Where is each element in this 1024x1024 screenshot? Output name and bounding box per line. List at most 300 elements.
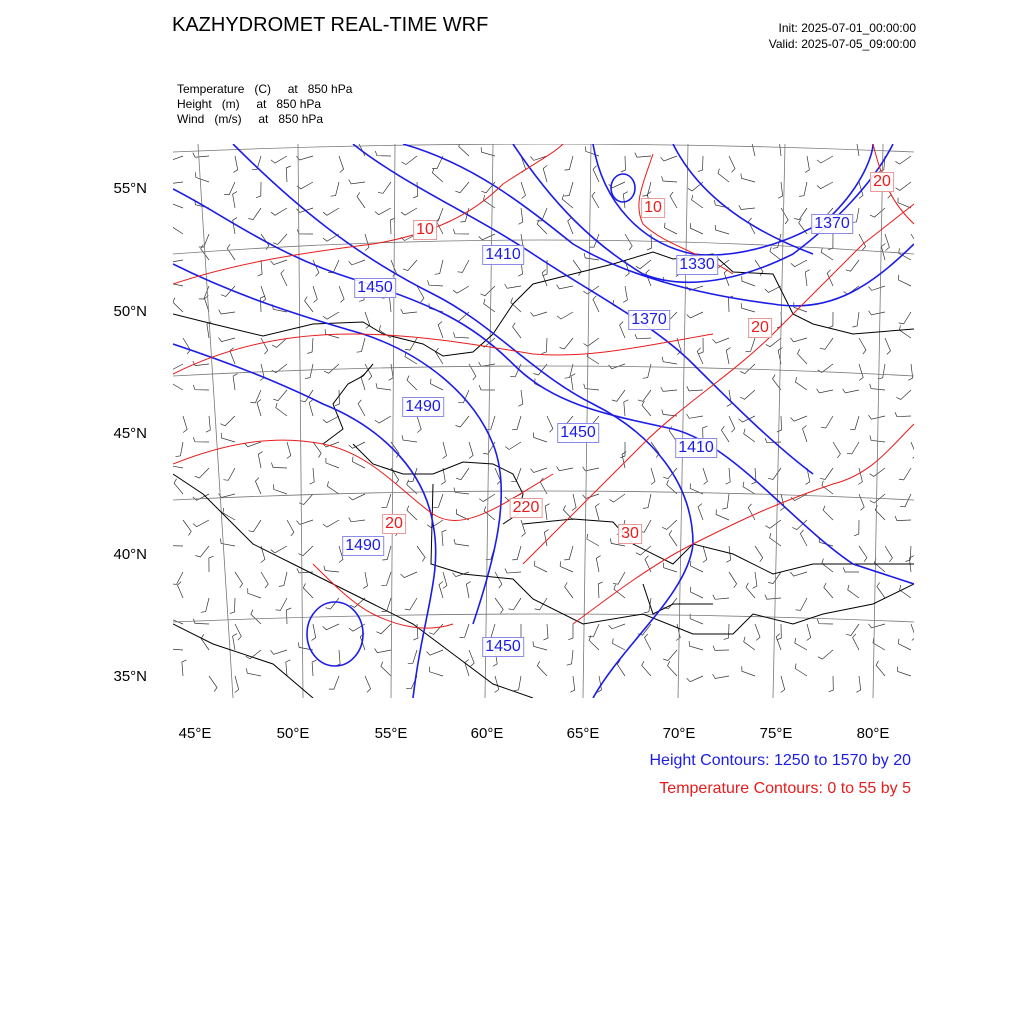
wind-barb (821, 247, 833, 260)
field-temperature: Temperature (C) at 850 hPa (177, 82, 353, 96)
wind-barb (312, 660, 317, 676)
wind-barb (818, 650, 833, 659)
temperature-label: 30 (618, 524, 642, 544)
wind-barb (668, 661, 678, 676)
wind-barb (256, 182, 261, 198)
wind-barb (495, 572, 502, 588)
wind-barb (625, 234, 632, 250)
wind-barb (643, 364, 651, 378)
wind-barb (796, 598, 808, 610)
wind-barb (443, 572, 447, 589)
wind-barb (417, 546, 425, 562)
wind-barb (505, 442, 521, 450)
wind-barb (635, 334, 651, 339)
wind-barb (173, 298, 183, 312)
wind-barb (791, 260, 807, 267)
wind-barb (805, 156, 809, 172)
wind-barb (209, 556, 214, 572)
wind-barb (563, 505, 573, 520)
wind-barb (609, 624, 625, 629)
wind-barb (874, 558, 885, 572)
wind-barb (276, 598, 288, 610)
wind-barb (456, 509, 469, 520)
wind-barb (323, 416, 339, 423)
wind-barb (765, 595, 781, 600)
lat-label: 40°N (113, 546, 147, 563)
wind-barb (273, 234, 287, 245)
wind-barb (531, 468, 548, 473)
wind-barb (588, 624, 599, 637)
wind-barb (271, 650, 288, 654)
wind-barb (305, 297, 313, 312)
wind-barb (313, 260, 319, 276)
wind-barb (287, 442, 291, 459)
wind-barb (173, 378, 183, 390)
wind-barb (662, 176, 677, 182)
wind-barb (713, 595, 729, 600)
wind-barb (297, 182, 313, 189)
wind-barb (899, 312, 911, 324)
wind-barb (486, 416, 495, 430)
wind-barb (339, 156, 344, 173)
field-list (177, 82, 352, 127)
wind-barb (817, 156, 833, 163)
temperature-label: 20 (748, 318, 772, 338)
wind-barb (687, 676, 703, 682)
wind-barb (357, 192, 365, 208)
wind-barb (479, 362, 495, 366)
wind-barb (193, 437, 209, 442)
wind-barb (716, 510, 729, 521)
wind-barb (598, 582, 603, 598)
wind-barb (899, 248, 911, 260)
wind-barb (365, 234, 369, 251)
wind-barb (227, 244, 235, 260)
wind-barb (376, 383, 391, 390)
wind-barb (805, 270, 809, 286)
wind-barb (692, 195, 703, 208)
wind-barb (564, 182, 573, 196)
wind-barb (297, 520, 314, 525)
wind-barb (697, 348, 703, 364)
wind-barb (324, 364, 339, 373)
wind-barb (505, 569, 521, 574)
wind-barb (820, 468, 833, 480)
wind-barb (698, 504, 703, 520)
wind-barb (323, 520, 339, 527)
wind-barb (297, 156, 314, 160)
wind-barb (389, 364, 393, 380)
wind-barb (690, 561, 703, 572)
wind-barb (715, 225, 729, 234)
wind-barb (752, 468, 757, 484)
wind-barb (690, 223, 703, 234)
wind-barb (755, 546, 763, 562)
wind-barb (690, 587, 703, 598)
wind-barb (183, 338, 190, 354)
wind-barb (219, 338, 236, 342)
wind-barb (568, 218, 573, 234)
wind-barb (429, 667, 443, 676)
wind-barb (460, 624, 469, 638)
wind-barb (375, 151, 391, 156)
wind-barb (219, 310, 235, 314)
wind-barb (257, 400, 261, 417)
wind-barb (729, 156, 735, 172)
lat-label: 50°N (113, 303, 147, 320)
height-label: 1410 (482, 245, 524, 265)
wind-barb (565, 156, 574, 170)
wind-barb (584, 338, 600, 346)
wind-barb (401, 572, 417, 578)
wind-barb (331, 182, 339, 196)
wind-barb (613, 639, 625, 651)
wind-barb (375, 416, 391, 423)
wind-barb (699, 338, 704, 354)
wind-barb (900, 585, 911, 598)
wind-barb (378, 182, 391, 193)
init-time: Init: 2025-07-01_00:00:00 (778, 21, 916, 35)
wind-barb (584, 384, 599, 390)
wind-barb (791, 338, 808, 342)
wind-barb (183, 416, 187, 433)
wind-barb (698, 156, 703, 172)
wind-barb (859, 338, 866, 354)
wind-barb (911, 442, 914, 458)
wind-barb (635, 153, 651, 158)
wind-barb (310, 468, 315, 484)
wind-barb (843, 567, 859, 572)
wind-barb (766, 520, 782, 528)
wind-barb (726, 546, 730, 562)
wind-barb (230, 598, 235, 614)
wind-barb (173, 156, 183, 161)
wind-barb (261, 572, 268, 588)
wind-barb (201, 598, 209, 612)
wind-barb (401, 309, 417, 313)
wind-barb (357, 338, 365, 352)
wind-barb (276, 403, 287, 416)
wind-barb (224, 182, 235, 195)
wind-barb (557, 466, 573, 470)
wind-barb (349, 494, 365, 500)
wind-barb (433, 494, 443, 507)
wind-barb (609, 494, 625, 502)
wind-barb (572, 494, 576, 511)
wind-barb (870, 208, 885, 217)
wind-barb (336, 650, 341, 666)
wind-barb (791, 416, 807, 421)
lon-label: 65°E (566, 725, 600, 742)
wind-barb (495, 598, 503, 614)
wind-barb (456, 416, 470, 427)
wind-barb (642, 401, 651, 416)
wind-barb (309, 400, 313, 417)
wind-barb (778, 182, 782, 198)
wind-barb (665, 223, 678, 234)
temperature-legend: Temperature Contours: 0 to 55 by 5 (659, 780, 911, 797)
wind-barb (249, 520, 262, 532)
wind-barb (560, 561, 573, 572)
wind-barb (900, 494, 911, 507)
wind-barb (514, 676, 521, 691)
wind-barb (595, 504, 599, 521)
wind-barb (852, 312, 859, 327)
wind-barb (220, 416, 235, 426)
wind-barb (663, 650, 677, 661)
wind-barb (776, 634, 781, 650)
wind-barb (408, 468, 417, 482)
wind-barb (564, 546, 573, 560)
wind-barb (223, 508, 235, 520)
wind-barb (846, 260, 859, 271)
wind-barb (744, 637, 755, 650)
wind-barb (235, 676, 239, 693)
wind-barb (326, 458, 339, 468)
wind-barb (381, 662, 391, 676)
wind-barb (843, 389, 859, 393)
wind-barb (803, 426, 808, 443)
wind-barb (521, 520, 525, 537)
wind-barb (481, 286, 496, 296)
valid-time: Valid: 2025-07-05_09:00:00 (768, 37, 916, 51)
wind-barb (258, 260, 263, 276)
wind-barb (829, 676, 834, 692)
wind-barb (885, 338, 891, 354)
wind-barb (431, 379, 444, 390)
wind-barb (297, 568, 313, 573)
wind-barb (458, 260, 470, 272)
wind-barb (173, 644, 183, 650)
wind-barb (233, 634, 237, 650)
temperature-label: 10 (641, 198, 665, 218)
wind-barb (379, 325, 391, 338)
wind-barb (768, 468, 781, 480)
wind-barb (382, 572, 392, 586)
wind-barb (592, 192, 599, 208)
wind-barb (287, 608, 292, 624)
wind-barb (827, 270, 833, 286)
wind-barb (537, 661, 547, 676)
wind-barb (281, 270, 287, 286)
wind-barb (621, 156, 626, 172)
wind-barb (870, 384, 885, 390)
wind-barb (220, 539, 235, 546)
wind-barb (258, 452, 262, 468)
wind-barb (173, 198, 183, 208)
wind-barb (544, 530, 548, 546)
wind-barb (349, 260, 365, 265)
wind-barb (876, 661, 885, 676)
wind-barb (899, 468, 911, 480)
wind-barb (896, 182, 911, 190)
wind-barb (742, 276, 755, 286)
wind-barb (856, 676, 860, 692)
wind-barb (382, 494, 391, 508)
wind-barb (540, 478, 547, 494)
wind-barbs (173, 144, 914, 693)
wind-barb (271, 156, 287, 163)
wind-barb (557, 285, 573, 289)
wind-barb (353, 457, 366, 468)
wind-barb (781, 208, 788, 224)
wind-barb (298, 546, 313, 556)
wind-barb (173, 572, 183, 584)
wind-barb (313, 442, 321, 458)
wind-barb (877, 582, 885, 598)
wind-barb (617, 660, 625, 676)
wind-barb (859, 494, 864, 510)
wind-barb (571, 374, 575, 390)
wind-barb (742, 666, 755, 676)
wind-barb (439, 582, 443, 599)
wind-barb (781, 676, 785, 693)
wind-barb (823, 506, 833, 520)
wind-barb (612, 390, 625, 401)
height-contours (173, 144, 914, 698)
wind-barb (545, 504, 549, 520)
field-height: Height (m) at 850 hPa (177, 97, 322, 111)
time-stamps (769, 20, 916, 52)
wind-barb (722, 494, 729, 509)
wind-barb (435, 260, 443, 274)
height-label: 1410 (675, 438, 717, 458)
wind-barb (438, 322, 443, 339)
wind-barb (193, 385, 209, 390)
wind-barb (741, 303, 755, 312)
wind-barb (583, 467, 599, 471)
wind-barb (469, 442, 473, 459)
wind-barb (669, 530, 677, 546)
wind-barb (233, 192, 237, 208)
wind-barb (512, 416, 521, 430)
wind-barb (568, 624, 573, 640)
wind-barb (248, 208, 261, 220)
wind-barb (534, 433, 548, 443)
wind-barb (261, 338, 268, 354)
wind-barb (885, 234, 889, 251)
wind-barb (196, 546, 210, 557)
wind-barb (173, 614, 183, 624)
wind-barb (401, 208, 417, 215)
wind-barb (271, 463, 287, 468)
wind-barb (349, 517, 365, 521)
wind-barb (206, 416, 210, 432)
wind-barb (748, 504, 755, 520)
wind-barb (209, 676, 217, 692)
wind-barb (233, 374, 237, 390)
wind-barb (622, 452, 626, 468)
wind-barb (848, 585, 859, 598)
wind-barb (799, 182, 807, 196)
temperature-label: 10 (413, 220, 437, 240)
wind-barb (895, 516, 911, 521)
wind-barb (807, 624, 811, 641)
wind-barb (687, 414, 703, 418)
wind-barb (466, 582, 470, 598)
wind-barb (427, 650, 443, 655)
wind-barb (509, 598, 521, 610)
wind-barb (623, 286, 627, 302)
wind-barb (287, 520, 294, 536)
lat-label: 35°N (113, 668, 147, 685)
wind-barb (271, 260, 288, 265)
wind-barb (817, 619, 833, 624)
wind-barb (402, 435, 417, 442)
wind-barb (746, 583, 755, 598)
wind-barb (279, 572, 287, 586)
lon-label: 55°E (374, 725, 408, 742)
wind-barb (246, 668, 261, 676)
wind-barb (853, 634, 859, 650)
wind-barb (798, 349, 808, 364)
wind-barb (899, 639, 912, 650)
height-label: 1370 (628, 310, 670, 330)
wind-barb (770, 247, 781, 260)
wind-barb (908, 364, 912, 380)
wind-barb (821, 416, 833, 428)
wind-barb (817, 182, 833, 189)
wind-barb (587, 534, 599, 546)
wind-barb (542, 338, 547, 354)
wind-barb (512, 546, 521, 560)
wind-barb (376, 624, 391, 634)
wind-barb (486, 624, 495, 638)
wind-barb (479, 385, 495, 390)
wind-barb (183, 520, 191, 536)
wind-barb (182, 660, 187, 676)
wind-barb (456, 468, 469, 480)
wind-barb (543, 624, 548, 640)
wind-barb (363, 572, 367, 588)
wind-barb (432, 168, 443, 182)
wind-barb (740, 390, 755, 399)
wind-barb (642, 661, 651, 676)
wind-barb (713, 338, 729, 343)
wind-barb (765, 286, 781, 292)
wind-barb (201, 634, 209, 650)
wind-barb (729, 416, 735, 432)
wind-barb (869, 286, 886, 290)
wind-barb (565, 583, 573, 598)
wind-barb (339, 286, 344, 302)
wind-barb (859, 234, 866, 250)
wind-barb (645, 634, 652, 650)
wind-barb (746, 338, 755, 352)
wind-barb (443, 442, 447, 459)
wind-barb (465, 660, 469, 677)
wind-barb (859, 546, 867, 562)
wind-barb (325, 329, 339, 338)
wind-barb (651, 468, 655, 485)
wind-barb (854, 520, 859, 536)
wind-barb (796, 377, 808, 390)
wind-barb (642, 182, 651, 196)
wind-barb (663, 563, 677, 572)
wind-barb (820, 338, 833, 349)
wind-barb (624, 400, 629, 416)
wind-barb (645, 556, 651, 572)
wind-barb (661, 156, 677, 161)
height-label: 1370 (811, 214, 853, 234)
wind-barb (403, 260, 417, 271)
wind-barb (453, 229, 469, 234)
wind-barb (234, 156, 238, 172)
wind-barb (408, 650, 417, 664)
wind-barb (427, 520, 443, 528)
wind-barb (455, 182, 469, 193)
wind-barb (323, 208, 339, 215)
